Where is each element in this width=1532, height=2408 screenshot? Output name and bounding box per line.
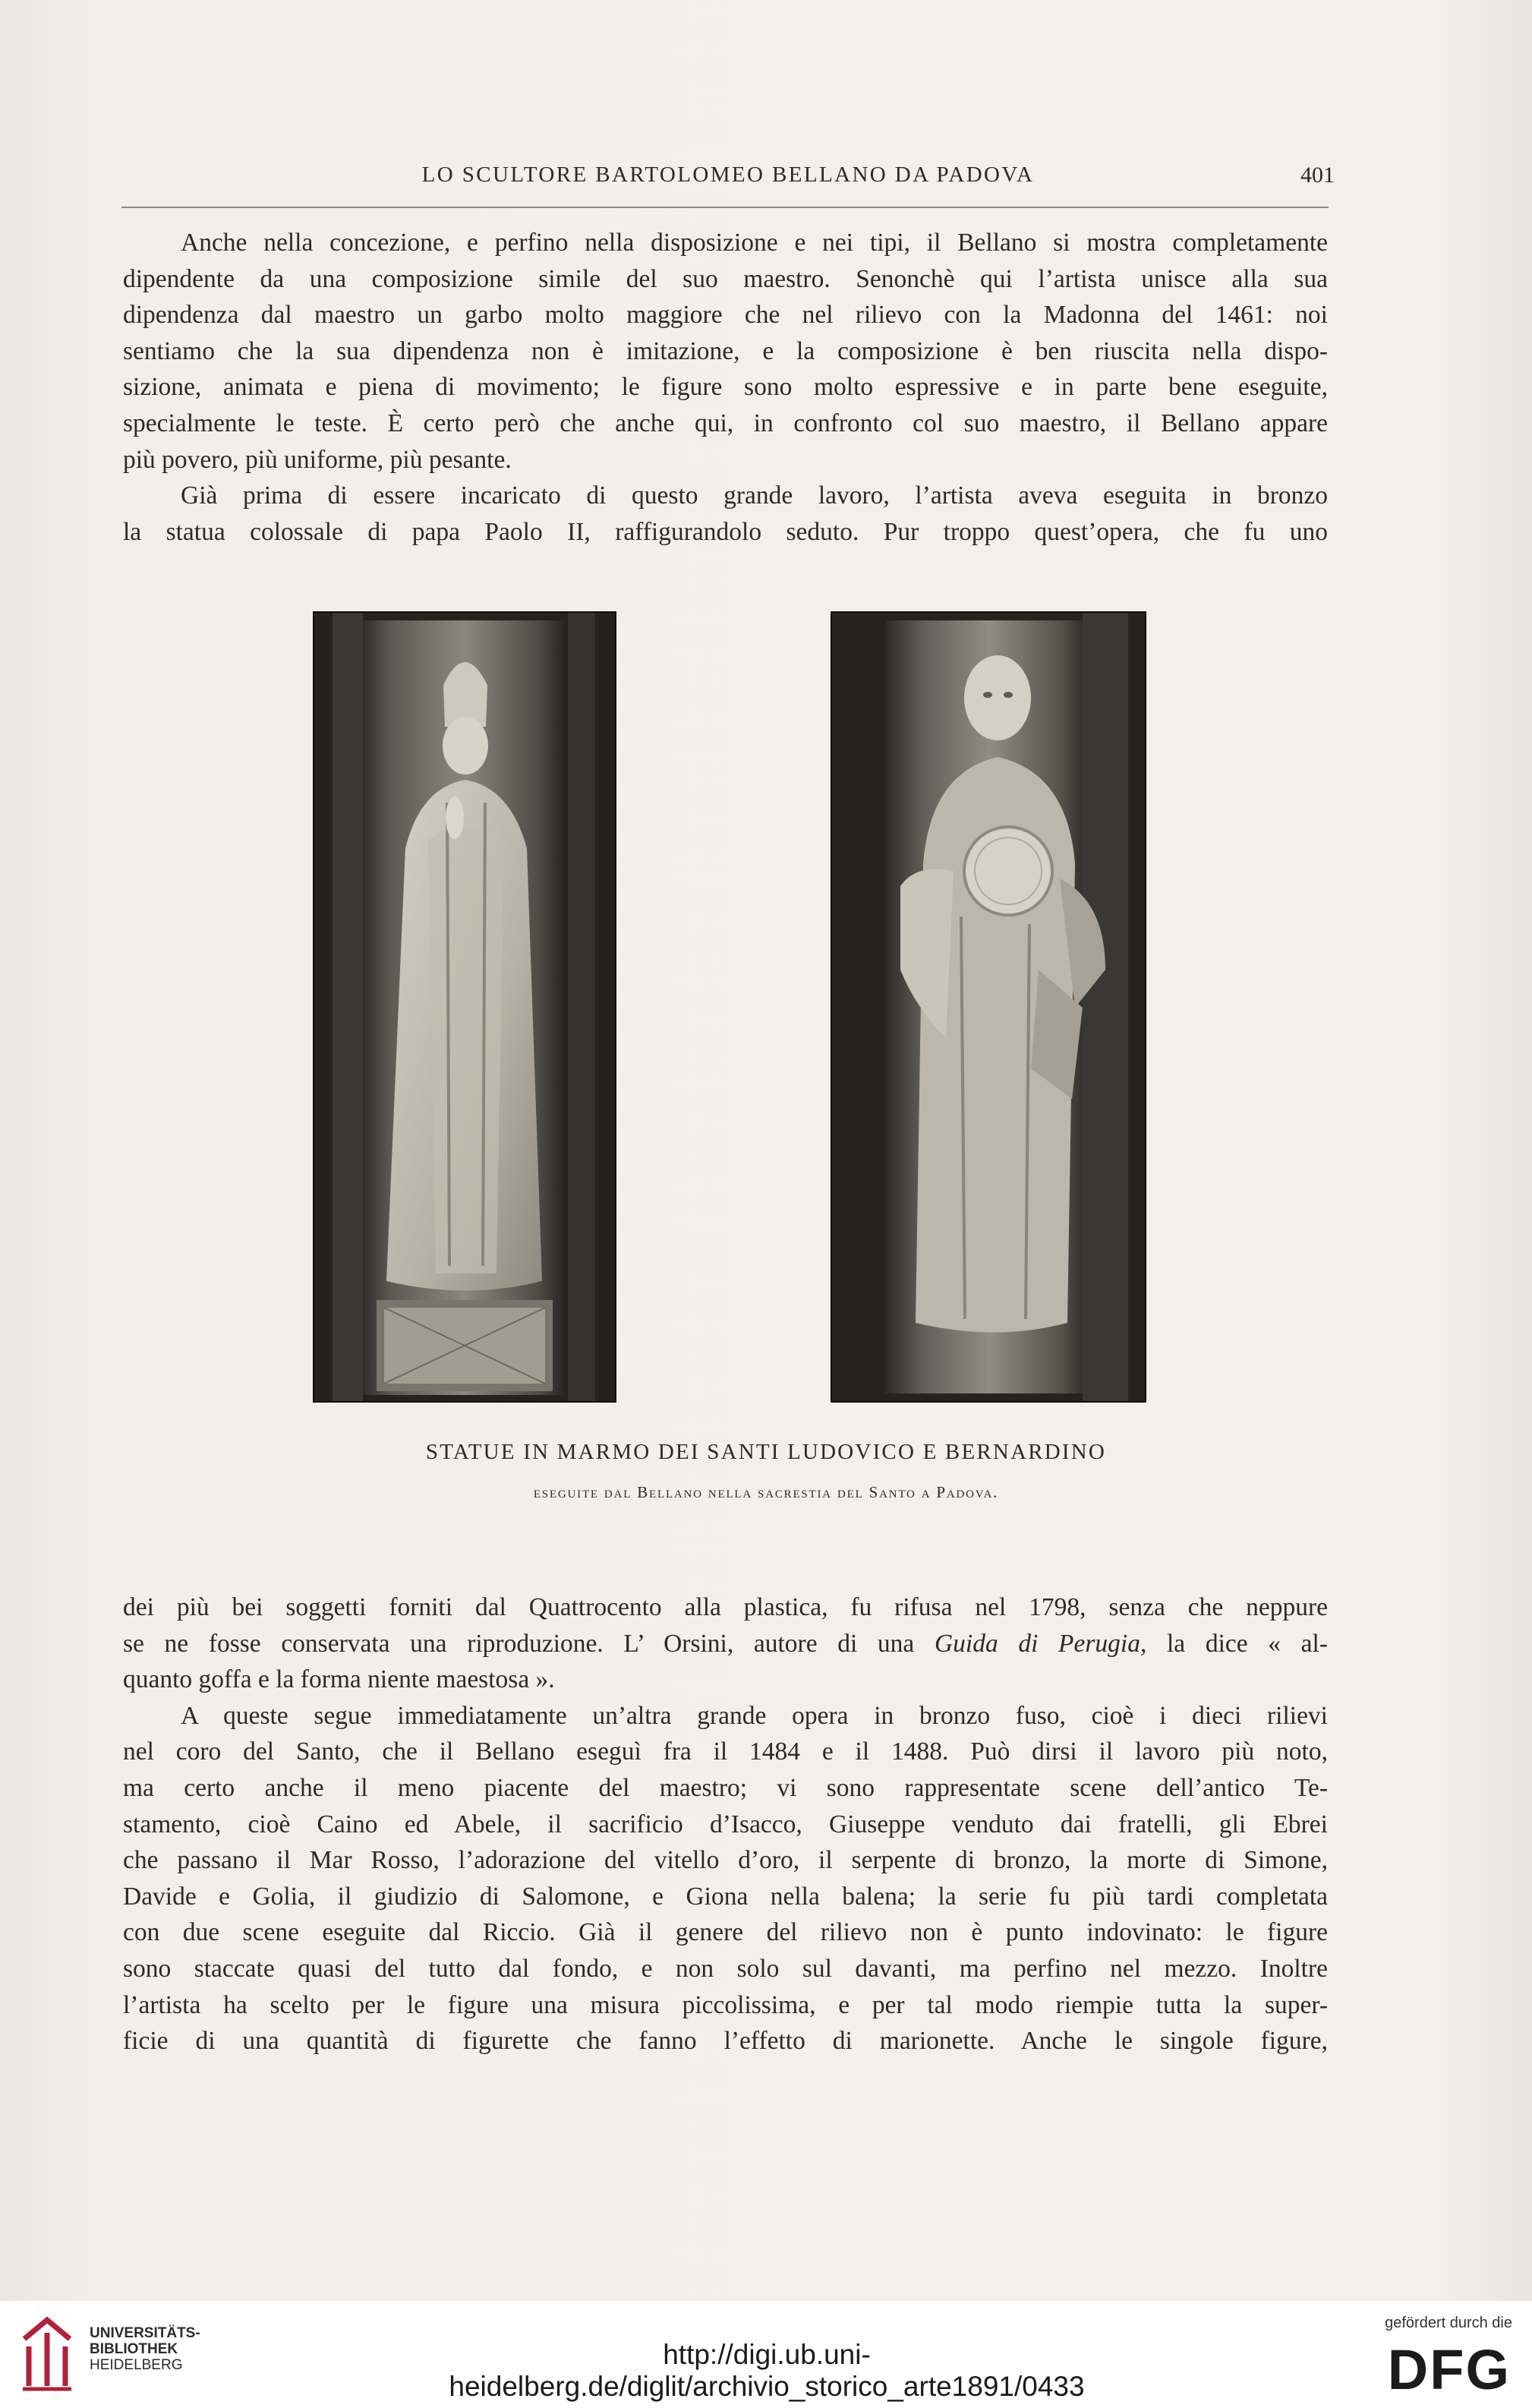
body-text-bottom <box>123 1589 1328 2059</box>
text-run: la dice « al- <box>1146 1629 1328 1658</box>
statue-ludovico-image <box>314 613 615 1401</box>
text-line: che passano il Mar Rosso, l’adorazione del vitello d’oro, il serpente di bronzo, la morte di Simone, <box>123 1846 1328 1875</box>
statue-photo-ludovico <box>313 611 616 1403</box>
text-line: stamento, cioè Caino ed Abele, il sacrificio d’Isacco, Giuseppe venduto dai fratelli, gli Ebrei <box>123 1810 1328 1838</box>
text-line: con due scene eseguite dal Riccio. Già il genere del rilievo non è punto indovinato: le figure <box>123 1918 1328 1947</box>
body-text-top <box>123 225 1328 550</box>
text-line: sentiamo che la sua dipendenza non è imitazione, e la composizione è ben riuscita nella dispo- <box>123 336 1328 365</box>
running-title: LO SCULTORE BARTOLOMEO BELLANO DA PADOVA <box>421 163 1035 187</box>
book-title: Guida di Perugia, <box>934 1629 1147 1658</box>
text-line: l’artista ha scelto per le figure una misura piccolissima, e per tal modo riempie tutta la super- <box>123 1990 1328 2019</box>
text-line: Davide e Golia, il giudizio di Salomone, e Giona nella balena; la serie fu più tardi completata <box>123 1882 1328 1911</box>
text-line: sono staccate quasi del tutto dal fondo, e non solo sul davanti, ma perfino nel mezzo. Inoltre <box>123 1954 1328 1983</box>
text-line: Già prima di essere incaricato di questo grande lavoro, l’artista aveva eseguita in bronzo <box>181 481 1328 510</box>
text-run: se ne fosse conservata una riproduzione. L’ Orsini, autore di una <box>123 1629 935 1658</box>
figure-caption-title: STATUE IN MARMO DEI SANTI LUDOVICO E BERNARDINO <box>425 1440 1107 1464</box>
university-library-logo-icon <box>17 2316 77 2392</box>
library-name <box>90 2325 200 2373</box>
text-line: dipendente da una composizione simile del suo maestro. Senonchè qui l’artista unisce alla sua <box>123 264 1328 293</box>
library-name-line: HEIDELBERG <box>90 2357 183 2373</box>
text-line: specialmente le teste. È certo però che anche qui, in confronto col suo maestro, il Bellano appare <box>123 409 1328 437</box>
text-line: sizione, animata e piena di movimento; le figure sono molto espressive e in parte bene eseguite, <box>123 373 1328 402</box>
text-line: la statua colossale di papa Paolo II, raffigurandolo seduto. Pur troppo quest’opera, che fu uno <box>123 517 1328 546</box>
digitization-footer <box>0 2301 1532 2408</box>
text-line <box>123 1626 1328 1662</box>
dfg-logo: DFG <box>1387 2338 1511 2401</box>
text-line: nel coro del Santo, che il Bellano eseguì fra il 1484 e il 1488. Può dirsi il lavoro più noto, <box>123 1737 1328 1766</box>
header-rule <box>121 207 1329 208</box>
statue-bernardino-image <box>832 613 1145 1401</box>
statue-photo-bernardino <box>831 611 1146 1403</box>
text-line: dipendenza dal maestro un garbo molto maggiore che nel rilievo con la Madonna del 1461: noi <box>123 301 1328 330</box>
funding-note: gefördert durch die <box>1385 2315 1512 2331</box>
page-number: 401 <box>1300 163 1335 188</box>
text-line: ma certo anche il meno piacente del maestro; vi sono rappresentate scene dell’antico Te- <box>123 1773 1328 1802</box>
permalink-url[interactable]: http://digi.ub.uni-heidelberg.de/diglit/archivio_storico_arte1891/0433 <box>449 2339 1085 2402</box>
library-name-line: BIBLIOTHEK <box>90 2341 178 2357</box>
text-line: dei più bei soggetti forniti dal Quattrocento alla plastica, fu rifusa nel 1798, senza che neppure <box>123 1593 1328 1621</box>
text-line: Anche nella concezione, e perfino nella disposizione e nei tipi, il Bellano si mostra completamente <box>181 229 1328 257</box>
text-line: ficie di una quantità di figurette che fanno l’effetto di marionette. Anche le singole figure, <box>123 2027 1328 2056</box>
library-name-line: UNIVERSITÄTS- <box>90 2325 200 2341</box>
text-line: quanto goffa e la forma niente maestosa ». <box>123 1665 555 1694</box>
figure-caption-subtitle: eseguite dal Bellano nella sacrestia del Santo a Padova. <box>533 1483 999 1501</box>
text-line: A queste segue immediatamente un’altra grande opera in bronzo fuso, cioè i dieci rilievi <box>181 1701 1328 1730</box>
text-line: più povero, più uniforme, più pesante. <box>123 445 512 474</box>
running-head <box>121 163 1335 200</box>
